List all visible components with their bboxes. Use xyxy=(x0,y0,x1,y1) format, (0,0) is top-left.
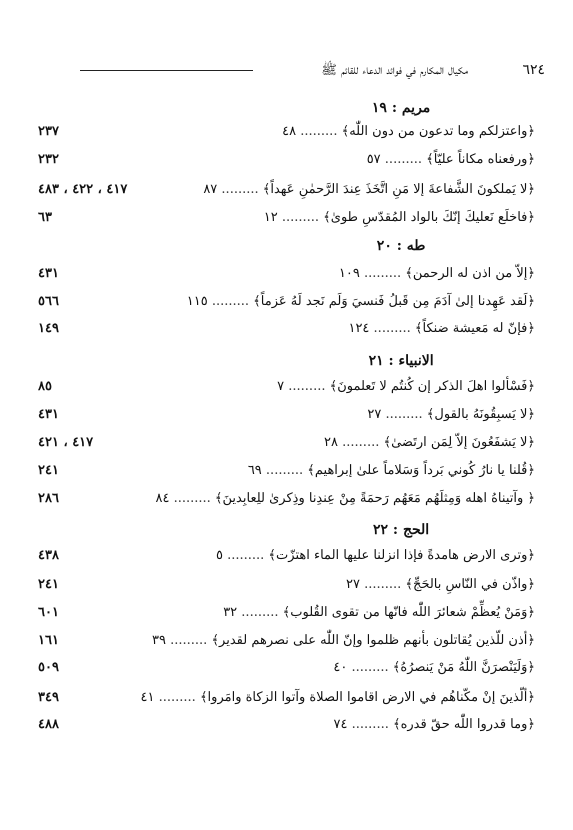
verse-entry xyxy=(282,124,535,139)
index-row xyxy=(0,717,573,739)
verse-text: ﴿وَمَنْ يُعظِّمْ شعائرَ اللّٰه فانّها من تقوى القُلوب﴾ xyxy=(278,605,535,620)
verse-entry xyxy=(324,435,535,450)
page-references: ٢٣٧ xyxy=(38,124,59,139)
verse-text: ﴿وَلَيَنْصرَنَّ اللّٰهُ مَنْ يَنصرُهُ﴾ xyxy=(388,660,535,675)
leader-dots: ......... xyxy=(284,379,326,394)
verse-entry xyxy=(248,463,535,478)
page-references: ٤١٧ ، ٤٢١ xyxy=(38,435,94,450)
section-heading xyxy=(0,522,573,544)
page-references: ٤٣١ xyxy=(38,266,59,281)
verse-entry xyxy=(277,379,535,394)
leader-dots: ......... xyxy=(217,182,259,197)
verse-number: ٥ xyxy=(215,548,223,563)
verse-entry xyxy=(155,491,535,506)
verse-text: ﴿واذّن في النّاسِ بالحَجِّ﴾ xyxy=(401,577,535,592)
leader-dots: ......... xyxy=(154,690,196,705)
verse-text: ﴿وما قدروا اللّٰه حقّ قدره﴾ xyxy=(388,717,535,732)
section-title: مريم : ١٩ xyxy=(371,100,431,116)
index-row xyxy=(0,266,573,288)
verse-text: ﴿لا يَشفَعُونَ إلاّ لِمَن ارتَضىٰ﴾ xyxy=(379,435,535,450)
verse-entry xyxy=(367,407,535,422)
verse-entry xyxy=(187,294,535,309)
section-title: الانبياء : ٢١ xyxy=(368,353,434,369)
section-heading xyxy=(0,353,573,375)
verse-entry xyxy=(223,605,535,620)
verse-number: ٣٩ xyxy=(152,633,166,648)
index-row xyxy=(0,210,573,232)
leader-dots: ......... xyxy=(169,491,211,506)
verse-text: ﴿فإنّ له مَعيشة ضنكاً﴾ xyxy=(410,321,535,336)
leader-dots: ......... xyxy=(338,435,380,450)
verse-number: ٦٩ xyxy=(247,463,262,478)
verse-number: ٨٤ xyxy=(155,491,170,506)
index-row xyxy=(0,633,573,655)
page-references: ٢٣٢ xyxy=(38,152,59,167)
leader-dots: ......... xyxy=(237,605,279,620)
leader-dots: ......... xyxy=(380,152,422,167)
verse-number: ٨٧ xyxy=(203,182,218,197)
leader-dots: ......... xyxy=(347,717,389,732)
index-row xyxy=(0,407,573,429)
page-references: ٢٨٦ xyxy=(38,491,59,506)
index-row xyxy=(0,294,573,316)
verse-number: ٤١ xyxy=(140,690,155,705)
verse-entry xyxy=(141,690,535,705)
page-references: ٤٨٨ xyxy=(38,717,59,732)
page-references: ٤٣٨ xyxy=(38,548,59,563)
verse-text: ﴿واعتزلكم وما تدعون من دون اللّٰه﴾ xyxy=(337,124,535,139)
index-row xyxy=(0,379,573,401)
page-references: ٦٣ xyxy=(38,210,52,225)
index-row xyxy=(0,435,573,457)
verse-entry xyxy=(203,182,535,197)
verse-entry xyxy=(216,548,535,563)
verse-number: ١٠٩ xyxy=(338,266,360,281)
page-number: ٦٢٤ xyxy=(522,62,545,78)
book-title: مكيال المكارم في فوائد الدعاء للقائم ﷺ xyxy=(321,63,468,78)
index-row xyxy=(0,577,573,599)
leader-dots: ......... xyxy=(165,633,208,648)
page-references: ٤١٧ ، ٤٢٢ ، ٤٨٣ xyxy=(38,182,128,197)
running-header xyxy=(0,62,573,84)
leader-dots: ......... xyxy=(207,294,250,309)
verse-entry xyxy=(334,717,535,732)
index-row xyxy=(0,548,573,570)
leader-dots: ......... xyxy=(359,266,402,281)
page-references: ٢٤١ xyxy=(38,577,59,592)
verse-text: ﴿ وآتيناهُ اهله وَمِثلَهُم مَعَهُم رَحمَةً مِنْ عِندِنا وذِكرىٰ للِعابِدينَ﴾ xyxy=(210,491,535,506)
verse-number: ١١٥ xyxy=(186,294,208,309)
header-rule xyxy=(80,70,253,71)
page-references: ٢٤١ xyxy=(38,463,59,478)
index-row xyxy=(0,491,573,513)
leader-dots: ......... xyxy=(277,210,320,225)
verse-number: ٢٧ xyxy=(367,407,382,422)
index-row xyxy=(0,690,573,712)
verse-number: ١٢٤ xyxy=(348,321,370,336)
verse-number: ٣٢ xyxy=(223,605,238,620)
verse-entry xyxy=(367,152,535,167)
section-title: طه : ٢٠ xyxy=(376,238,426,254)
index-row xyxy=(0,660,573,682)
verse-entry xyxy=(339,266,535,281)
leader-dots: ......... xyxy=(359,577,402,592)
page-references: ٦٠١ xyxy=(38,605,59,620)
index-row xyxy=(0,182,573,204)
leader-dots: ......... xyxy=(222,548,265,563)
verse-text: ﴿ورفعناه مكاناً عليّاً﴾ xyxy=(422,152,535,167)
leader-dots: ......... xyxy=(381,407,423,422)
index-row xyxy=(0,124,573,146)
verse-text: ﴿فَسْألوا اهلَ الذكر إن كُنتُم لا تَعلمونَ﴾ xyxy=(325,379,535,394)
page-references: ٥٦٦ xyxy=(38,294,59,309)
verse-text: ﴿إلاّ من اذن له الرحمن﴾ xyxy=(401,266,535,281)
index-row xyxy=(0,321,573,343)
verse-entry xyxy=(333,660,535,675)
verse-number: ٥٧ xyxy=(366,152,381,167)
verse-entry xyxy=(348,321,535,336)
page-references: ٥٠٩ xyxy=(38,660,59,675)
verse-text: ﴿أذن للّذين يُقاتلون بأنهم ظلموا وإنّ اللّٰه على نصرهم لقدير﴾ xyxy=(207,633,535,648)
verse-number: ٧ xyxy=(277,379,285,394)
leader-dots: ......... xyxy=(347,660,389,675)
page-references: ٣٤٩ xyxy=(38,690,59,705)
index-row xyxy=(0,152,573,174)
index-row xyxy=(0,463,573,485)
verse-entry xyxy=(264,210,535,225)
verse-text: ﴿قُلنا يا نارُ كُوني بَرداً وَسَلاماً علىٰ إبراهيم﴾ xyxy=(303,463,535,478)
verse-text: ﴿لا يَسبِقُونَهُ بالقول﴾ xyxy=(422,407,535,422)
verse-number: ١٢ xyxy=(263,210,278,225)
verse-number: ٢٧ xyxy=(346,577,360,592)
page-references: ١٦١ xyxy=(38,633,59,648)
section-heading xyxy=(0,238,573,260)
verse-text: ﴿لا يَملكونَ الشَّفاعةَ إلا مَنِ اتَّخَذَ عِندَ الرَّحمٰنِ عَهداً﴾ xyxy=(258,182,535,197)
verse-number: ٧٤ xyxy=(333,717,348,732)
verse-text: ﴿فاخلَع نَعليكَ إنّكَ بالواد المُقدّسِ طوىٰ﴾ xyxy=(319,210,535,225)
verse-text: ﴿لَقد عَهِدنا إلىٰ آدَمَ مِن قَبلُ فَنسيَ وَلَم نَجد لَهُ عَزماً﴾ xyxy=(249,294,535,309)
leader-dots: ......... xyxy=(261,463,304,478)
verse-entry xyxy=(152,633,535,648)
verse-number: ٤٠ xyxy=(333,660,348,675)
page-references: ٨٥ xyxy=(38,379,52,394)
leader-dots: ......... xyxy=(369,321,411,336)
verse-text: ﴿وترى الارض هامدةً فإذا انزلنا عليها الماء اهتزّت﴾ xyxy=(264,548,535,563)
verse-text: ﴿ألّذينَ إنْ مكّناهُم في الارض اقاموا الصلاة وآتوا الزكاة وامَروا﴾ xyxy=(195,690,535,705)
leader-dots: ......... xyxy=(296,124,338,139)
section-heading xyxy=(0,100,573,122)
verse-number: ٤٨ xyxy=(282,124,297,139)
index-row xyxy=(0,605,573,627)
page-references: ١٤٩ xyxy=(38,321,59,336)
page-references: ٤٣١ xyxy=(38,407,59,422)
verse-entry xyxy=(346,577,535,592)
section-title: الحج : ٢٢ xyxy=(373,522,430,538)
verse-number: ٢٨ xyxy=(324,435,339,450)
